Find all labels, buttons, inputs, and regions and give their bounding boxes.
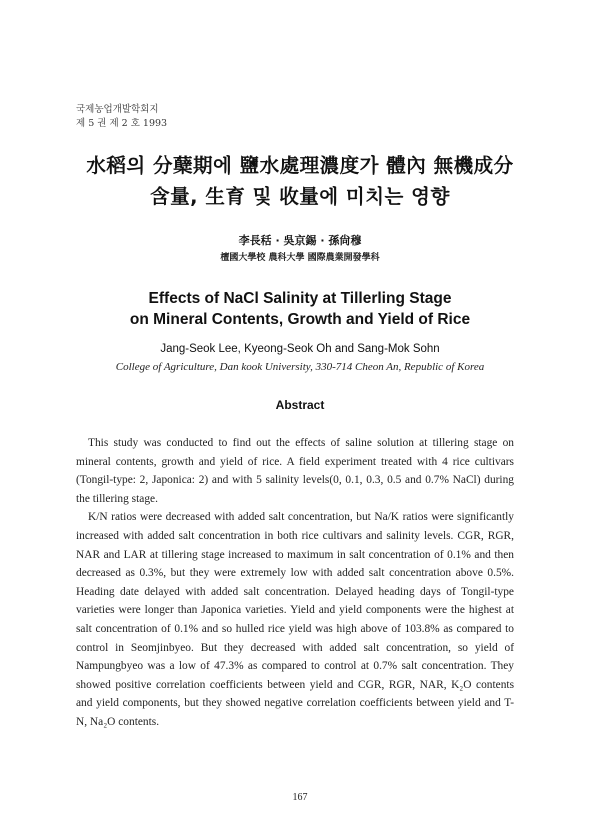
journal-volume: 제 5 권 제 2 호 1993: [76, 118, 168, 129]
english-title: [0, 288, 600, 330]
korean-title: [0, 150, 600, 212]
korean-authors: 李長秳 · 吳京錫 · 孫尙穆: [238, 234, 362, 247]
abstract-body: [76, 434, 514, 732]
journal-name: 국제농업개발학회지: [76, 104, 159, 115]
journal-info: [76, 103, 167, 131]
english-affiliation: College of Agriculture, Dan kook University, 330-714 Cheon An, Republic of Korea: [115, 361, 485, 373]
abstract-paragraph-1: This study was conducted to find out the effects of saline solution at tillering stage on mineral contents, growth and yield of rice. A field experiment treated with 4 rice cultivars (Tongil-type: 2, Japonica: 2) and with 5 salinity levels(0, 0.1, 0.3, 0.5 and 0.7% NaCl) during the tillering stage.: [76, 437, 514, 505]
abstract-heading: Abstract: [275, 398, 325, 412]
abstract-paragraph-2: K/N ratios were decreased with added salt concentration, but Na/K ratios were significantly increased with added salt concentration in both rice cultivars and salinity levels. CGR, RGR, NAR and LAR at tillering stage increased to maximum in salt concentration of 0.1% and then decreased as 0.3%, but they were extremely low with added salt concentration above 0.5%. Heading date delayed with added salt concentration. Delayed heading days of Tongil-type varieties were longer than Japonica varieties. Yield and yield components were the highest at salt concentration of 0.1% and so hulled rice yield was high above of 103.8% as compared to control in Seomjinbyeo. But they decreased with added salt concentration, so yield of Nampungbyeo was a low of 47.3% as compared to control at 0.7% salt concentration. They showed positive correlation coefficients between yield and CGR, RGR, NAR, K₂O contents and yield components, but they showed negative correlation coefficients between yield and T-N, Na₂O contents.: [76, 511, 514, 728]
english-authors: Jang-Seok Lee, Kyeong-Seok Oh and Sang-Mok Sohn: [160, 343, 440, 355]
english-title-line-1: Effects of NaCl Salinity at Tillerling Stage: [148, 290, 452, 307]
page-number: 167: [292, 792, 308, 803]
korean-affiliation: 檀國大學校 農科大學 國際農業開發學科: [220, 253, 380, 263]
korean-title-line-1: 水稻의 分蘖期에 鹽水處理濃度가 體內 無機成分: [86, 154, 514, 177]
english-title-line-2: on Mineral Contents, Growth and Yield of Rice: [129, 311, 471, 328]
korean-title-line-2: 含量, 生育 및 收量에 미치는 영향: [150, 185, 450, 208]
